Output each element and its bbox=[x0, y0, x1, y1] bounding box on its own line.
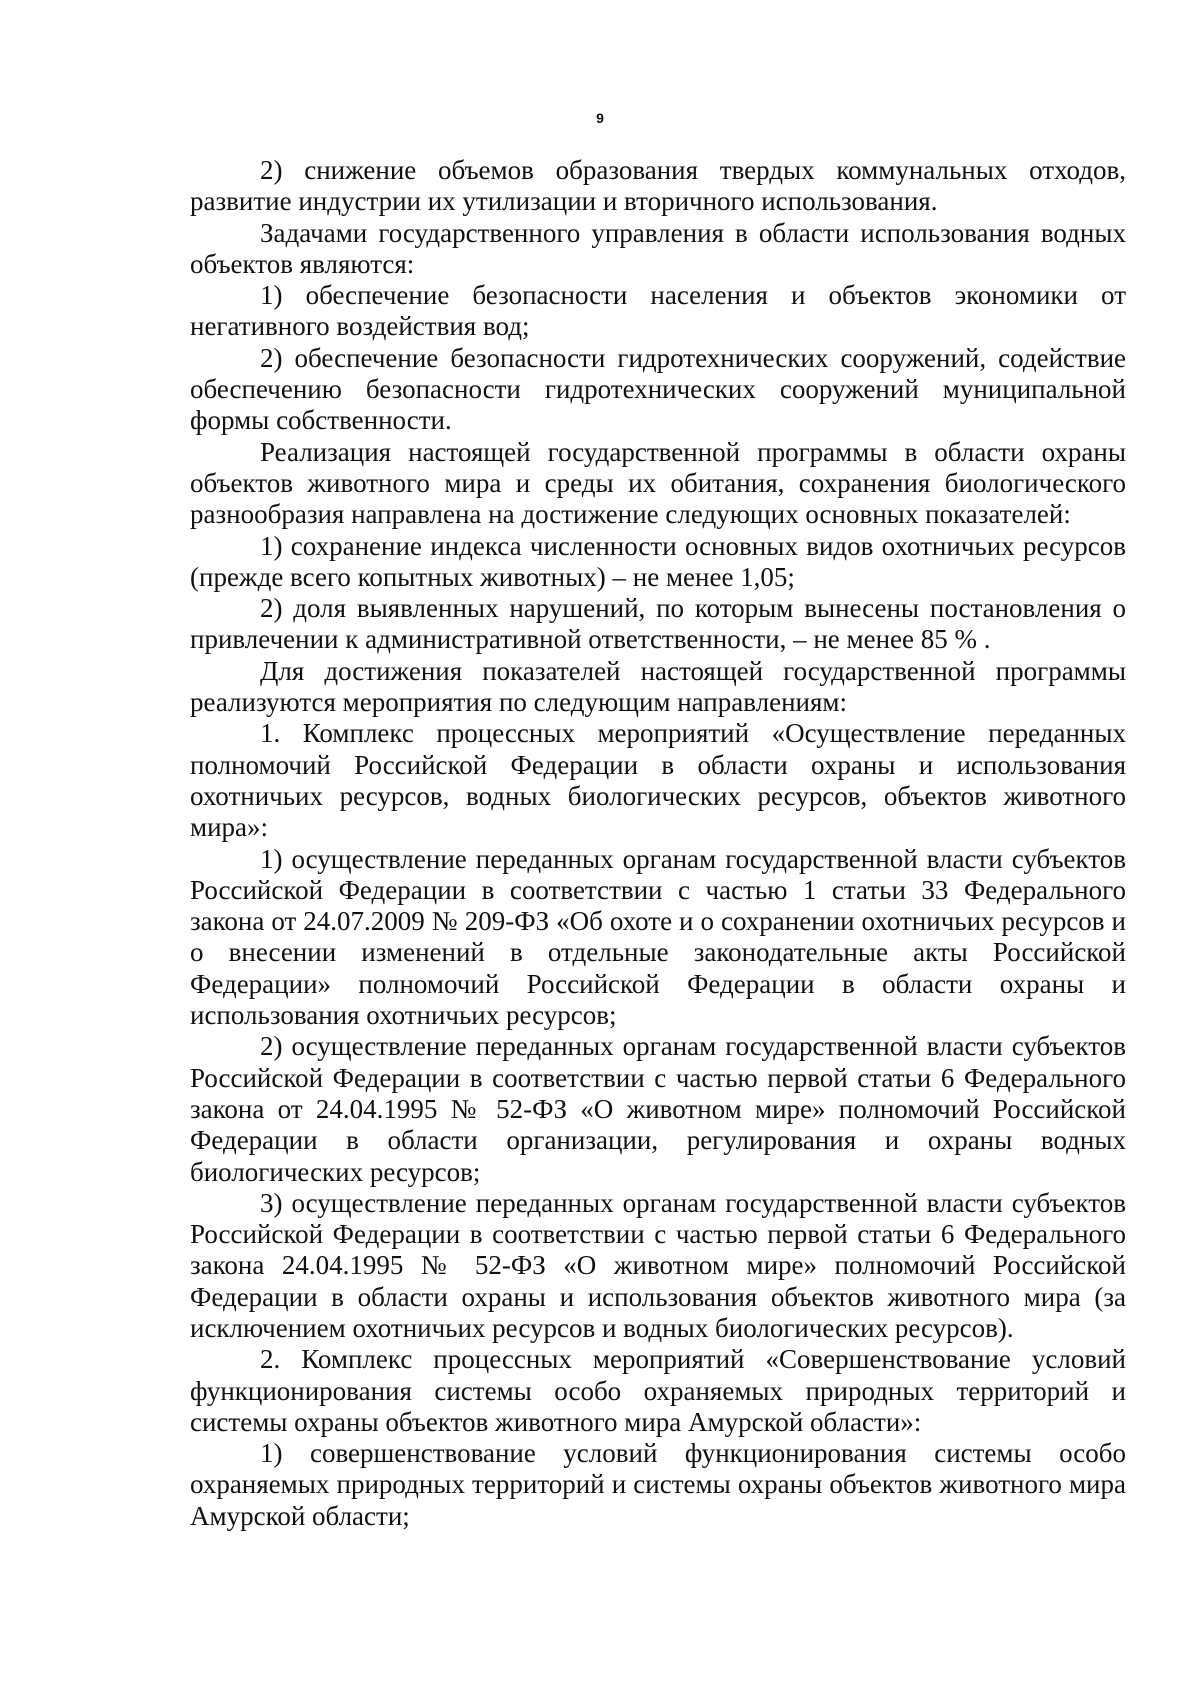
paragraph: 1) осуществление переданных органам государственной власти субъектов Российской Федерации в соответствии с частью 1 статьи 33 Федерального закона от 24.07.2009 № 209-ФЗ «Об охоте и о сохранении охотничьих ресурсов и о внесении изменений в отдельные законодательные акты Российской Федерации» полномочий Российской Федерации в области охраны и использования охотничьих ресурсов; bbox=[190, 843, 1126, 1031]
paragraph: 1) обеспечение безопасности населения и объектов экономики от негативного воздействия вод; bbox=[190, 280, 1126, 342]
paragraph: 1. Комплекс процессных мероприятий «Осуществление переданных полномочий Российской Федерации в области охраны и использования охотничьих ресурсов, водных биологических ресурсов, объектов животного мира»: bbox=[190, 718, 1126, 843]
paragraph: Для достижения показателей настоящей государственной программы реализуются мероприятия по следующим направлениям: bbox=[190, 655, 1126, 718]
page-number: 9 bbox=[596, 110, 604, 126]
paragraph: 2) обеспечение безопасности гидротехнических сооружений, содействие обеспечению безопасности гидротехнических сооружений муниципальной формы собственности. bbox=[190, 342, 1126, 436]
paragraph: Задачами государственного управления в области использования водных объектов являются: bbox=[190, 217, 1126, 279]
paragraph: 1) сохранение индекса численности основных видов охотничьих ресурсов (прежде всего копытных животных) – не менее 1,05; bbox=[190, 530, 1126, 592]
paragraph: Реализация настоящей государственной программы в области охраны объектов животного мира и среды их обитания, сохранения биологического разнообразия направлена на достижение следующих основных показателей: bbox=[190, 436, 1126, 530]
paragraph: 2. Комплекс процессных мероприятий «Совершенствование условий функционирования системы особо охраняемых природных территорий и системы охраны объектов животного мира Амурской области»: bbox=[190, 1344, 1126, 1437]
document-body bbox=[190, 155, 1126, 1532]
paragraph: 2) осуществление переданных органам государственной власти субъектов Российской Федерации в соответствии с частью первой статьи 6 Федерального закона от 24.04.1995 № 52-ФЗ «О животном мире» полномочий Российской Федерации в области организации, регулирования и охраны водных биологических ресурсов; bbox=[190, 1031, 1126, 1187]
paragraph: 2) снижение объемов образования твердых коммунальных отходов, развитие индустрии их утилизации и вторичного использования. bbox=[190, 155, 1126, 217]
paragraph: 2) доля выявленных нарушений, по которым вынесены постановления о привлечении к административной ответственности, – не менее 85 % . bbox=[190, 593, 1126, 655]
paragraph: 1) совершенствование условий функционирования системы особо охраняемых природных территорий и системы охраны объектов животного мира Амурской области; bbox=[190, 1438, 1126, 1531]
paragraph: 3) осуществление переданных органам государственной власти субъектов Российской Федерации в соответствии с частью первой статьи 6 Федерального закона 24.04.1995 № 52-ФЗ «О животном мире» полномочий Российской Федерации в области охраны и использования объектов животного мира (за исключением охотничьих ресурсов и водных биологических ресурсов). bbox=[190, 1187, 1126, 1343]
